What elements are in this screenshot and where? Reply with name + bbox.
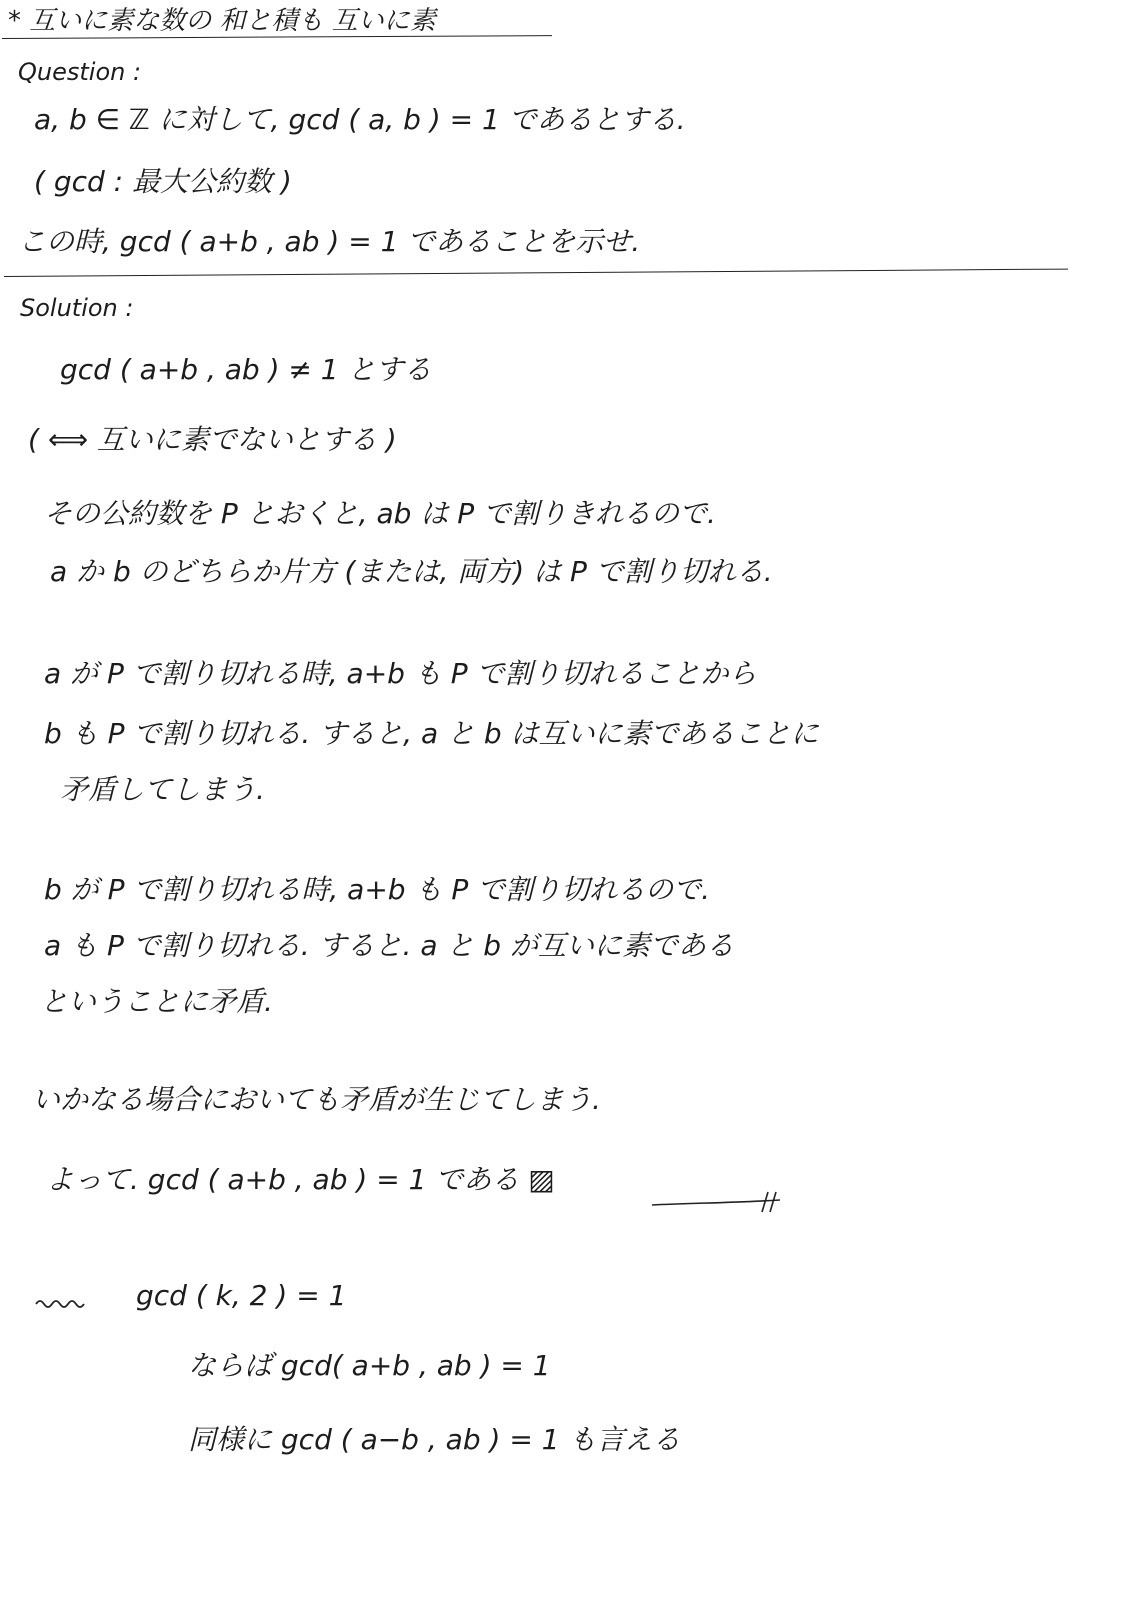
remark-squiggle-mark	[36, 1301, 84, 1307]
question-heading: Question :	[18, 58, 142, 86]
solution-line-10: ということに矛盾.	[40, 985, 273, 1018]
solution-line-3: その公約数を P とおくと, ab は P で割りきれるので.	[44, 497, 716, 530]
note-title: * 互いに素な数の 和と積も 互いに素	[8, 6, 436, 36]
solution-heading: Solution :	[20, 294, 134, 322]
solution-line-6: b も P で割り切れる. すると, a と b は互いに素であることに	[44, 717, 819, 750]
remark-line-1: gcd ( k, 2 ) = 1	[136, 1279, 347, 1312]
solution-line-4: a か b のどちらか片方 (または, 両方) は P で割り切れる.	[50, 555, 773, 588]
solution-line-11: いかなる場合においても矛盾が生じてしまう.	[32, 1083, 601, 1116]
solution-line-8: b が P で割り切れる時, a+b も P で割り切れるので.	[44, 873, 711, 906]
remark-line-2: ならば gcd( a+b , ab ) = 1	[188, 1349, 551, 1382]
question-line-2: ( gcd : 最大公約数 )	[34, 165, 292, 198]
question-line-1: a, b ∈ ℤ に対して, gcd ( a, b ) = 1 であるとする.	[34, 103, 686, 136]
conclusion-double-underline	[652, 1192, 780, 1212]
question-line-3: この時, gcd ( a+b , ab ) = 1 であることを示せ.	[18, 225, 641, 258]
solution-line-2: ( ⟺ 互いに素でないとする )	[28, 423, 397, 456]
solution-line-1: gcd ( a+b , ab ) ≠ 1 とする	[60, 353, 432, 386]
remark-line-3: 同様に gcd ( a−b , ab ) = 1 も言える	[188, 1423, 681, 1456]
conclusion-line: よって. gcd ( a+b , ab ) = 1 である ▨	[46, 1163, 555, 1196]
solution-line-7: 矛盾してしまう.	[60, 773, 265, 806]
solution-line-5: a が P で割り切れる時, a+b も P で割り切れることから	[44, 657, 757, 690]
solution-line-9: a も P で割り切れる. すると. a と b が互いに素である	[44, 929, 734, 962]
